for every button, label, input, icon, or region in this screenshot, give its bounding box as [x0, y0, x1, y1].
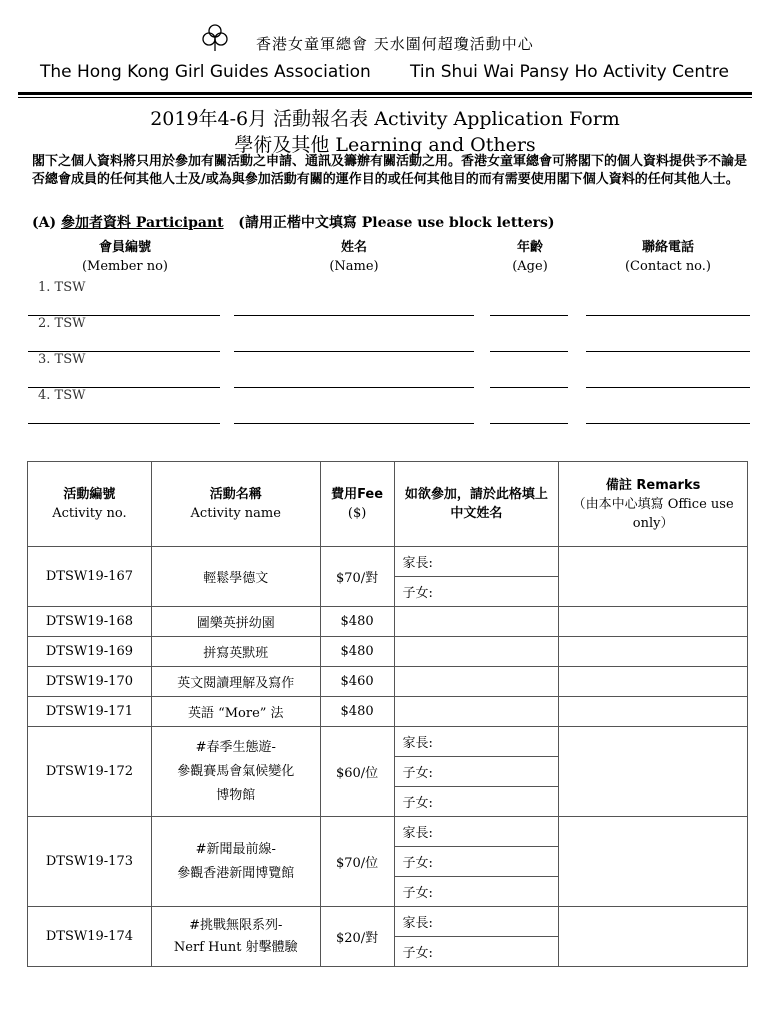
participant-row-label: 3. TSW [38, 352, 86, 367]
activity-no-cell: DTSW19-173 [28, 817, 152, 907]
child-name-field[interactable]: 子女: [394, 937, 559, 967]
fee-cell: $60/位 [320, 727, 394, 817]
activity-no-cell: DTSW19-174 [28, 907, 152, 967]
parent-name-field[interactable]: 家長: [394, 817, 559, 847]
activity-no-cell: DTSW19-169 [28, 637, 152, 667]
fee-cell: $480 [320, 637, 394, 667]
table-row [28, 817, 748, 847]
section-a-title: 參加者資料 Participant [61, 215, 224, 231]
fee-cell: $460 [320, 667, 394, 697]
activity-no-cell: DTSW19-170 [28, 667, 152, 697]
column-header-contact: 聯絡電話 (Contact no.) [624, 240, 711, 274]
remarks-cell [559, 907, 748, 967]
form-title: 2019年4-6月 活動報名表 Activity Application Form [150, 108, 620, 130]
age-field[interactable] [490, 423, 568, 424]
activity-name-cell: 圖樂英拼幼園 [151, 607, 320, 637]
privacy-notice: 閣下之個人資料將只用於參加有關活動之申請、通訊及籌辦有關活動之用。香港女童軍總會可將閣下的個人資料提供予不論是否總會成員的任何其他人士及/或為與參加活動有關的運作目的或任何其他目的而有需要使用閣下個人資料的任何其他人士。 [32, 154, 748, 187]
table-row [28, 607, 748, 637]
activity-name-header: 活動名稱 Activity name [151, 462, 320, 547]
remarks-cell [559, 607, 748, 637]
remarks-cell [559, 637, 748, 667]
section-a-heading [32, 212, 555, 232]
participant-row [28, 352, 750, 388]
child-name-field[interactable]: 子女: [394, 757, 559, 787]
section-a-label: (A) [32, 215, 57, 231]
remarks-cell [559, 547, 748, 607]
org-name-cn: 香港女童軍總會 天水圍何超瓊活動中心 [256, 35, 534, 53]
child-name-field[interactable]: 子女: [394, 877, 559, 907]
activity-name-cell: 英文閱讀理解及寫作 [151, 667, 320, 697]
table-row [28, 547, 748, 577]
participant-name-field[interactable] [394, 667, 559, 697]
table-row [28, 727, 748, 757]
participant-name-field[interactable] [394, 607, 559, 637]
remarks-header: 備註 Remarks （由本中心填寫 Office use only） [559, 462, 748, 547]
fee-cell: $480 [320, 607, 394, 637]
activity-name-cell: 輕鬆學德文 [151, 547, 320, 607]
participant-row [28, 280, 750, 316]
name-field[interactable] [234, 423, 474, 424]
participant-row-label: 2. TSW [38, 316, 86, 331]
activity-name-cell: #挑戰無限系列- Nerf Hunt 射擊體驗 [151, 907, 320, 967]
column-header-age: 年齡 (Age) [512, 240, 548, 274]
header-divider-thick [18, 92, 752, 95]
parent-name-field[interactable]: 家長: [394, 907, 559, 937]
activity-no-cell: DTSW19-168 [28, 607, 152, 637]
remarks-cell [559, 697, 748, 727]
centre-name-en: Tin Shui Wai Pansy Ho Activity Centre [410, 62, 729, 82]
org-name-en: The Hong Kong Girl Guides Association [40, 62, 371, 82]
contact-field[interactable] [586, 423, 750, 424]
activity-no-cell: DTSW19-172 [28, 727, 152, 817]
form-subtitle: 學術及其他 Learning and Others [234, 134, 536, 156]
activity-name-cell: #春季生態遊- 參觀賽馬會氣候變化 博物館 [151, 727, 320, 817]
table-row [28, 667, 748, 697]
fee-cell: $70/對 [320, 547, 394, 607]
trefoil-logo-icon [200, 22, 230, 52]
participant-name-field[interactable] [394, 637, 559, 667]
parent-name-field[interactable]: 家長: [394, 547, 559, 577]
activity-table-header [28, 462, 748, 547]
activity-no-cell: DTSW19-167 [28, 547, 152, 607]
table-row [28, 697, 748, 727]
parent-name-field[interactable]: 家長: [394, 727, 559, 757]
child-name-field[interactable]: 子女: [394, 847, 559, 877]
participant-name-field[interactable] [394, 697, 559, 727]
child-name-field[interactable]: 子女: [394, 577, 559, 607]
column-header-name: 姓名 (Name) [329, 240, 379, 274]
section-a-instruction: (請用正楷中文填寫 Please use block letters) [238, 215, 555, 231]
participant-row [28, 388, 750, 424]
fee-cell: $70/位 [320, 817, 394, 907]
column-header-member-no: 會員編號 (Member no) [81, 240, 169, 274]
remarks-cell [559, 727, 748, 817]
table-row [28, 637, 748, 667]
participant-row [28, 316, 750, 352]
join-header: 如欲參加，請於此格填上中文姓名 [394, 462, 559, 547]
child-name-field[interactable]: 子女: [394, 787, 559, 817]
table-row [28, 907, 748, 937]
remarks-cell [559, 817, 748, 907]
activity-name-cell: 英語 “More” 法 [151, 697, 320, 727]
activity-no-cell: DTSW19-171 [28, 697, 152, 727]
fee-header: 費用Fee ($) [320, 462, 394, 547]
fee-cell: $480 [320, 697, 394, 727]
fee-cell: $20/對 [320, 907, 394, 967]
activity-table [27, 461, 748, 967]
remarks-cell [559, 667, 748, 697]
participant-row-label: 1. TSW [38, 280, 86, 295]
activity-name-cell: #新聞最前線- 參觀香港新聞博覽館 [151, 817, 320, 907]
member-no-field[interactable] [28, 423, 220, 424]
header-divider-thin [18, 97, 752, 98]
activity-name-cell: 拼寫英默班 [151, 637, 320, 667]
activity-no-header: 活動編號 Activity no. [28, 462, 152, 547]
participant-row-label: 4. TSW [38, 388, 86, 403]
